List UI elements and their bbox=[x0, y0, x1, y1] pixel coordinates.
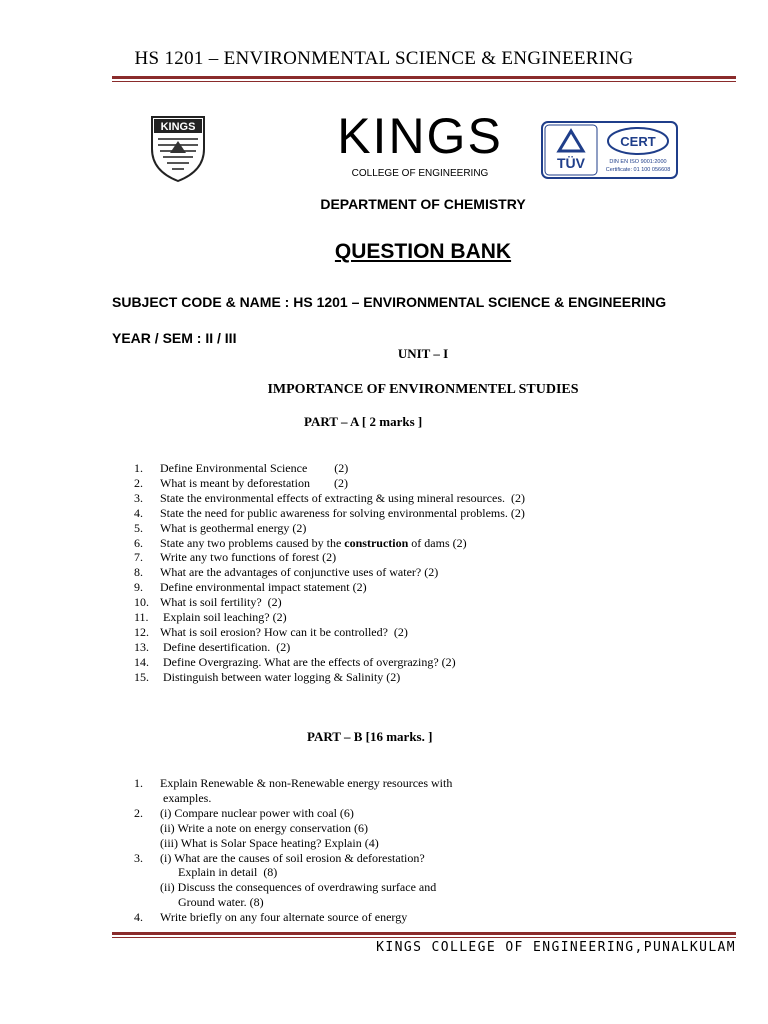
list-item: 14. Define Overgrazing. What are the effects of overgrazing? (2) bbox=[134, 654, 456, 669]
list-item: 1. Define Environmental Science (2) bbox=[134, 461, 349, 475]
crest-text: KINGS bbox=[160, 121, 196, 133]
list-item: 7. Write any two functions of forest (2) bbox=[134, 550, 337, 565]
list-item: 10. What is soil fertility? (2) bbox=[134, 595, 282, 610]
list-item: 12. What is soil erosion? How can it be controlled? (2) bbox=[134, 624, 408, 639]
svg-text:Certificate: 01 100 056608: Certificate: 01 100 056608 bbox=[605, 167, 671, 173]
part-b-question-list bbox=[134, 776, 452, 925]
list-item-continuation: examples. bbox=[160, 790, 212, 805]
college-subtitle: COLLEGE OF ENGINEERING bbox=[351, 168, 489, 179]
list-item-continuation: Ground water. (8) bbox=[160, 895, 264, 910]
list-item: 8. What are the advantages of conjunctive uses of water? (2) bbox=[134, 565, 439, 580]
document-title: QUESTION BANK bbox=[334, 240, 512, 263]
list-item: 3. State the environmental effects of extracting & using mineral resources. (2) bbox=[134, 490, 525, 505]
list-item-continuation: Explain in detail (8) bbox=[160, 865, 278, 880]
list-item-continuation: (iii) What is Solar Space heating? Explain (4) bbox=[160, 835, 379, 850]
year-semester: YEAR / SEM : II / III bbox=[112, 330, 237, 346]
college-crest-logo bbox=[148, 115, 208, 183]
list-item: 1. Explain Renewable & non-Renewable energy resources with bbox=[134, 776, 453, 790]
department-heading: DEPARTMENT OF CHEMISTRY bbox=[320, 196, 526, 212]
footer-rule bbox=[112, 932, 736, 938]
list-item: 4. State the need for public awareness for solving environmental problems. (2) bbox=[134, 505, 525, 520]
list-item: 6. State any two problems caused by the construction of dams (2) bbox=[134, 535, 467, 550]
list-item: 3. (i) What are the causes of soil erosion & deforestation? bbox=[134, 850, 425, 865]
part-a-heading: PART – A [ 2 marks ] bbox=[304, 414, 423, 429]
svg-text:CERT: CERT bbox=[620, 134, 656, 149]
college-name-logo: KINGS bbox=[337, 108, 503, 164]
list-item: 13. Define desertification. (2) bbox=[134, 639, 291, 654]
svg-text:TÜV: TÜV bbox=[557, 155, 585, 171]
list-item-continuation: (ii) Write a note on energy conservation (6) bbox=[160, 820, 369, 835]
footer-college-name: KINGS COLLEGE OF ENGINEERING,PUNALKULAM bbox=[376, 940, 736, 955]
list-item-continuation: (ii) Discuss the consequences of overdrawing surface and bbox=[160, 880, 437, 895]
page-header-title: HS 1201 – ENVIRONMENTAL SCIENCE & ENGINEERING bbox=[134, 48, 634, 69]
part-a-question-list bbox=[134, 461, 525, 685]
subject-code-name: SUBJECT CODE & NAME : HS 1201 – ENVIRONMENTAL SCIENCE & ENGINEERING bbox=[112, 294, 667, 310]
list-item: 15. Distinguish between water logging & Salinity (2) bbox=[134, 669, 401, 684]
unit-title: IMPORTANCE OF ENVIRONMENTEL STUDIES bbox=[267, 382, 579, 397]
list-item: 4. Write briefly on any four alternate source of energy bbox=[134, 910, 408, 925]
svg-text:DIN EN ISO 9001:2000: DIN EN ISO 9001:2000 bbox=[609, 159, 667, 165]
list-item: 2. (i) Compare nuclear power with coal (6) bbox=[134, 805, 354, 820]
list-item: 9. Define environmental impact statement (2) bbox=[134, 580, 367, 595]
unit-heading: UNIT – I bbox=[397, 346, 449, 361]
part-b-heading: PART – B [16 marks. ] bbox=[307, 729, 433, 744]
header-rule bbox=[112, 76, 736, 82]
tuv-certification-logo bbox=[541, 121, 678, 179]
list-item: 2. What is meant by deforestation (2) bbox=[134, 475, 348, 490]
list-item: 11. Explain soil leaching? (2) bbox=[134, 610, 287, 625]
list-item: 5. What is geothermal energy (2) bbox=[134, 520, 307, 535]
